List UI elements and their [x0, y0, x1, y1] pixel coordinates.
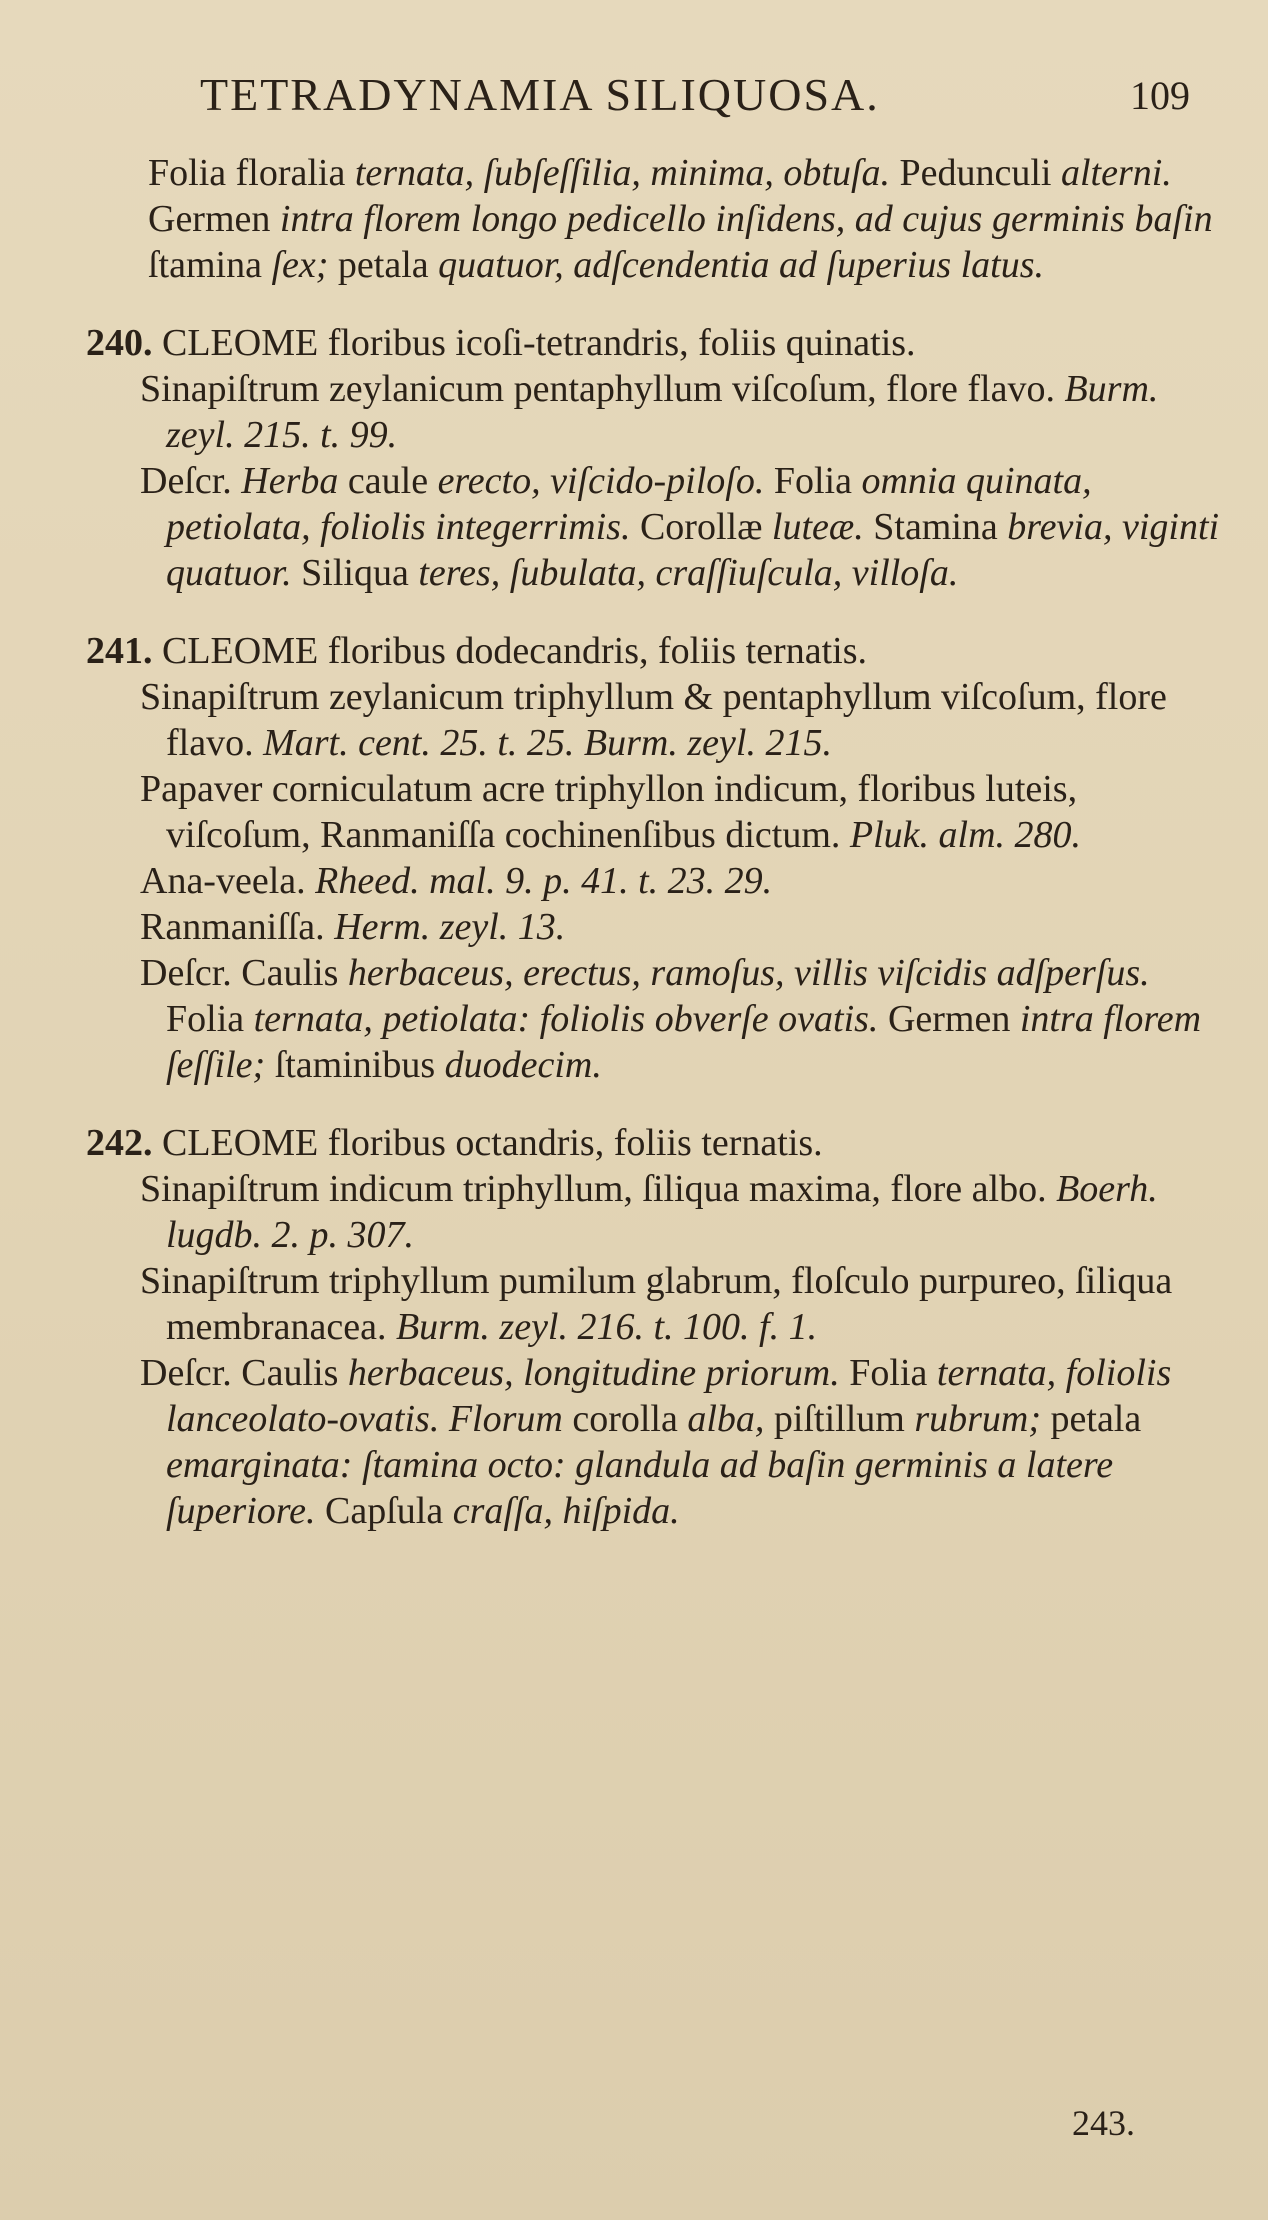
- italic-run: ternata, ſubſeſſilia, minima, obtuſa.: [354, 152, 890, 194]
- italic-run: rubrum;: [914, 1398, 1042, 1440]
- synonym: [40, 366, 1220, 458]
- citation: Herm. zeyl. 13.: [334, 906, 566, 948]
- citation: Rheed. mal. 9. p. 41. t. 23. 29.: [315, 860, 773, 902]
- italic-run: duodecim.: [444, 1044, 602, 1086]
- italic-run: omnia quinata, petiolata, foliolis integerrimis.: [166, 460, 1092, 548]
- italic-run: brevia, viginti quatuor.: [166, 506, 1220, 594]
- synonym: [40, 858, 1220, 904]
- text-run: piſtillum: [764, 1398, 915, 1440]
- entry-heading: CLEOME floribus dodecandris, foliis ternatis.: [152, 630, 867, 672]
- text-run: Deſcr. Caulis: [140, 1352, 348, 1394]
- text-run: Germen: [878, 998, 1020, 1040]
- description: [40, 458, 1220, 596]
- italic-run: intra florem ſeſſile;: [166, 998, 1202, 1086]
- text-run: Ranmaniſſa.: [140, 906, 335, 948]
- italic-run: erecto, viſcido-piloſo.: [437, 460, 765, 502]
- page-content: [40, 150, 1220, 1534]
- text-run: Capſula: [315, 1490, 453, 1532]
- species-entry-242: [40, 1120, 1220, 1166]
- italic-run: herbaceus, erectus, ramoſus, villis viſcidis adſperſus.: [347, 952, 1150, 994]
- citation: Pluk. alm. 280.: [849, 814, 1082, 856]
- italic-run: teres, ſubulata, craſſiuſcula, villoſa.: [418, 552, 959, 594]
- text-run: Sinapiſtrum zeylanicum pentaphyllum viſcoſum, flore flavo.: [140, 368, 1065, 410]
- description: [40, 1350, 1220, 1534]
- text-run: Siliqua: [291, 552, 419, 594]
- italic-run: intra florem longo pedicello inſidens, ad cujus germinis baſin: [279, 198, 1213, 240]
- italic-run: emarginata: ſtamina octo: glandula ad baſin germinis a latere ſuperiore.: [166, 1444, 1114, 1532]
- text-run: Folia floralia: [148, 152, 355, 194]
- text-run: Sinapiſtrum indicum triphyllum, ſiliqua maxima, flore albo.: [140, 1168, 1057, 1210]
- text-run: Folia: [839, 1352, 937, 1394]
- entry-number: 241.: [86, 630, 153, 672]
- entry-heading: CLEOME floribus octandris, foliis ternatis.: [152, 1122, 823, 1164]
- entry-number: 242.: [86, 1122, 153, 1164]
- text-run: Corollæ: [630, 506, 772, 548]
- synonym: [40, 904, 1220, 950]
- text-run: Papaver corniculatum acre triphyllon indicum, floribus luteis, viſcoſum, Ranmaniſſa cochinenſibus dictum.: [140, 768, 1078, 856]
- text-run: Deſcr. Caulis: [140, 952, 348, 994]
- running-title: TETRADYNAMIA SILIQUOSA.: [200, 69, 880, 120]
- italic-run: craſſa, hiſpida.: [452, 1490, 680, 1532]
- species-entry-241: [40, 628, 1220, 674]
- text-run: ſtamina: [148, 244, 272, 286]
- italic-run: Herba: [241, 460, 339, 502]
- italic-run: alba,: [687, 1398, 765, 1440]
- catchword: 243.: [1072, 2103, 1135, 2143]
- text-run: ſtaminibus: [265, 1044, 445, 1086]
- italic-run: herbaceus, longitudine priorum.: [347, 1352, 840, 1394]
- species-entry-240: [40, 320, 1220, 366]
- citation: Boerh. lugdb. 2. p. 307.: [166, 1168, 1158, 1256]
- italic-run: ternata, foliolis lanceolato-ovatis.: [166, 1352, 1172, 1440]
- italic-run: ternata, petiolata: foliolis obverſe ovatis.: [253, 998, 879, 1040]
- italic-run: luteæ.: [771, 506, 864, 548]
- italic-run: alterni.: [1060, 152, 1172, 194]
- synonym: [40, 766, 1220, 858]
- text-run: Deſcr.: [140, 460, 242, 502]
- text-run: Pedunculi: [890, 152, 1061, 194]
- synonym: [40, 1166, 1220, 1258]
- italic-run: quatuor, adſcendentia ad ſuperius latus.: [438, 244, 1045, 286]
- italic-run: ſex;: [271, 244, 329, 286]
- text-run: corolla: [562, 1398, 688, 1440]
- text-run: Germen: [148, 198, 280, 240]
- citation: Mart. cent. 25. t. 25. Burm. zeyl. 215.: [263, 722, 832, 764]
- continued-description: [40, 150, 1220, 288]
- text-run: petala: [1041, 1398, 1142, 1440]
- text-run: Stamina: [863, 506, 1008, 548]
- synonym: [40, 674, 1220, 766]
- text-run: Sinapiſtrum zeylanicum triphyllum & pentaphyllum viſcoſum, flore flavo.: [140, 676, 1167, 764]
- citation: Burm. zeyl. 215. t. 99.: [166, 368, 1159, 456]
- entry-heading: CLEOME floribus icoſi-tetrandris, foliis quinatis.: [152, 322, 916, 364]
- text-run: petala: [328, 244, 439, 286]
- entry-number: 240.: [86, 322, 153, 364]
- citation: Burm. zeyl. 216. t. 100. f. 1.: [395, 1306, 818, 1348]
- text-run: caule: [338, 460, 438, 502]
- description: [40, 950, 1220, 1088]
- text-run: Folia: [166, 998, 254, 1040]
- running-header: [200, 68, 1190, 138]
- italic-run: Florum: [448, 1398, 563, 1440]
- text-run: Folia: [764, 460, 862, 502]
- page-number: 109: [1130, 73, 1190, 118]
- text-run: Ana-veela.: [140, 860, 316, 902]
- text-run: Sinapiſtrum triphyllum pumilum glabrum, floſculo purpureo, ſiliqua membranacea.: [140, 1260, 1173, 1348]
- synonym: [40, 1258, 1220, 1350]
